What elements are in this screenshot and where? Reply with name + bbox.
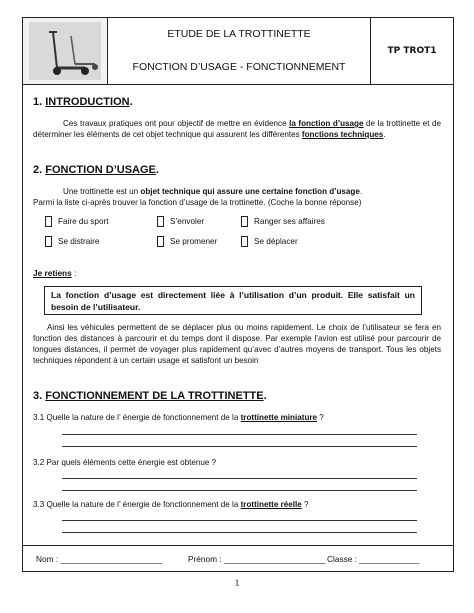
section-2-number: 2. <box>33 164 43 176</box>
answer-line[interactable] <box>62 532 417 533</box>
option-se-distraire[interactable] <box>45 236 99 247</box>
objet-text-bold: objet technique qui assure une certaine fonction d’usage <box>140 187 360 196</box>
checkbox[interactable] <box>45 236 52 247</box>
q1-mark: ? <box>317 413 324 422</box>
section-1-period: . <box>129 96 133 108</box>
header-title-block <box>108 18 371 84</box>
je-retiens-label <box>33 268 76 278</box>
intro-fonction-usage: la fonction d’usage <box>289 119 364 128</box>
section-2-heading <box>33 164 159 176</box>
nom-field[interactable]: Nom : ______________________ <box>36 554 162 564</box>
answer-line[interactable] <box>62 446 417 447</box>
prenom-field[interactable]: Prénom : ______________________ <box>188 554 326 564</box>
option-se-promener[interactable] <box>157 236 217 247</box>
section-1-number: 1. <box>33 96 43 108</box>
checkbox[interactable] <box>241 236 248 247</box>
checkbox[interactable] <box>45 216 52 227</box>
q3-text: 3.3 Quelle la nature de l’ énergie de fonctionnement de la <box>33 500 241 509</box>
checkbox[interactable] <box>157 216 164 227</box>
intro-text-e: . <box>383 130 386 139</box>
section-1-heading <box>33 96 133 108</box>
intro-text-c: de la trottinette et de déterminer les éléments de cet objet technique qui assurent les différentes <box>33 119 441 139</box>
option-label: Se distraire <box>58 237 100 246</box>
section-2-intro <box>33 186 441 208</box>
question-3-3 <box>33 500 309 509</box>
je-retiens-colon: : <box>71 268 77 278</box>
option-label: S’envoler <box>170 217 205 226</box>
je-retiens-text: Je retiens <box>33 268 72 278</box>
section-3-number: 3. <box>33 390 43 402</box>
option-label: Ranger ses affaires <box>254 217 325 226</box>
definition-box: La fonction d’usage est directement liée à l’utilisation d’un produit. Elle satisfait un besoin de l’utilisateur. <box>44 286 422 315</box>
option-se-deplacer[interactable] <box>241 236 298 247</box>
section-3-heading <box>33 390 267 402</box>
checkbox[interactable] <box>241 216 248 227</box>
q1-text: 3.1 Quelle la nature de l’ énergie de fonctionnement de la <box>33 413 241 422</box>
section-2-period: . <box>155 164 159 176</box>
answer-line[interactable] <box>62 490 417 491</box>
intro-paragraph <box>33 118 441 140</box>
classe-field[interactable]: Classe : _____________ <box>327 554 420 564</box>
scooter-photo <box>23 18 108 84</box>
intro-fonctions-techniques: fonctions techniques <box>301 130 384 139</box>
option-label: Se promener <box>170 237 218 246</box>
objet-technique-line <box>33 186 441 197</box>
section-2-title: FONCTION D’USAGE <box>45 164 156 176</box>
tp-code: TP TROT1 <box>387 46 437 56</box>
option-faire-du-sport[interactable] <box>45 216 109 227</box>
section-3-period: . <box>263 390 267 402</box>
objet-text-c: . <box>359 187 363 196</box>
answer-line[interactable] <box>62 520 417 521</box>
vehicles-paragraph: Ainsi les véhicules permettent de se déplacer plus ou moins rapidement. Le choix de l’utilisateur se fera en fonction des distances à parcourir et du temps dont il dispose. Par exemple l’avion est utilisé pour parcourir de longues distances, il permet de voyager plus rapidement qu’avec d’autres moyens de transport. Tous les objets techniques répondent à un certain usage et satisfont un besoin <box>33 323 441 365</box>
option-label: Se déplacer <box>254 237 298 246</box>
q3-mark: ? <box>301 500 309 509</box>
q3-trottinette-reelle: trottinette réelle <box>240 500 302 509</box>
intro-text-a: Ces travaux pratiques ont pour objectif de mettre en évidence <box>63 119 290 128</box>
question-3-2: 3.2 Par quels éléments cette énergie est obtenue ? <box>33 458 217 467</box>
page-number: 1 <box>234 578 240 588</box>
answer-line[interactable] <box>62 434 417 435</box>
student-info-footer <box>22 545 454 573</box>
instruction-line: Parmi la liste ci-après trouver la fonction d’usage de la trottinette. (Coche la bonne réponse) <box>33 198 362 207</box>
section-3-title: FONCTIONNEMENT DE LA TROTTINETTE <box>45 390 264 402</box>
worksheet-header <box>22 17 454 85</box>
answer-line[interactable] <box>62 478 417 479</box>
objet-text-a: Une trottinette est un <box>63 187 141 196</box>
checkbox[interactable] <box>157 236 164 247</box>
option-ranger-ses-affaires[interactable] <box>241 216 325 227</box>
section-1-title: INTRODUCTION <box>45 96 130 108</box>
option-s-envoler[interactable] <box>157 216 204 227</box>
title-line-2: FONCTION D’USAGE - FONCTIONNEMENT <box>132 61 346 73</box>
option-label: Faire du sport <box>58 217 109 226</box>
q1-trottinette-miniature: trottinette miniature <box>240 413 318 422</box>
question-3-1 <box>33 413 324 422</box>
title-line-1: ETUDE DE LA TROTTINETTE <box>167 28 311 40</box>
